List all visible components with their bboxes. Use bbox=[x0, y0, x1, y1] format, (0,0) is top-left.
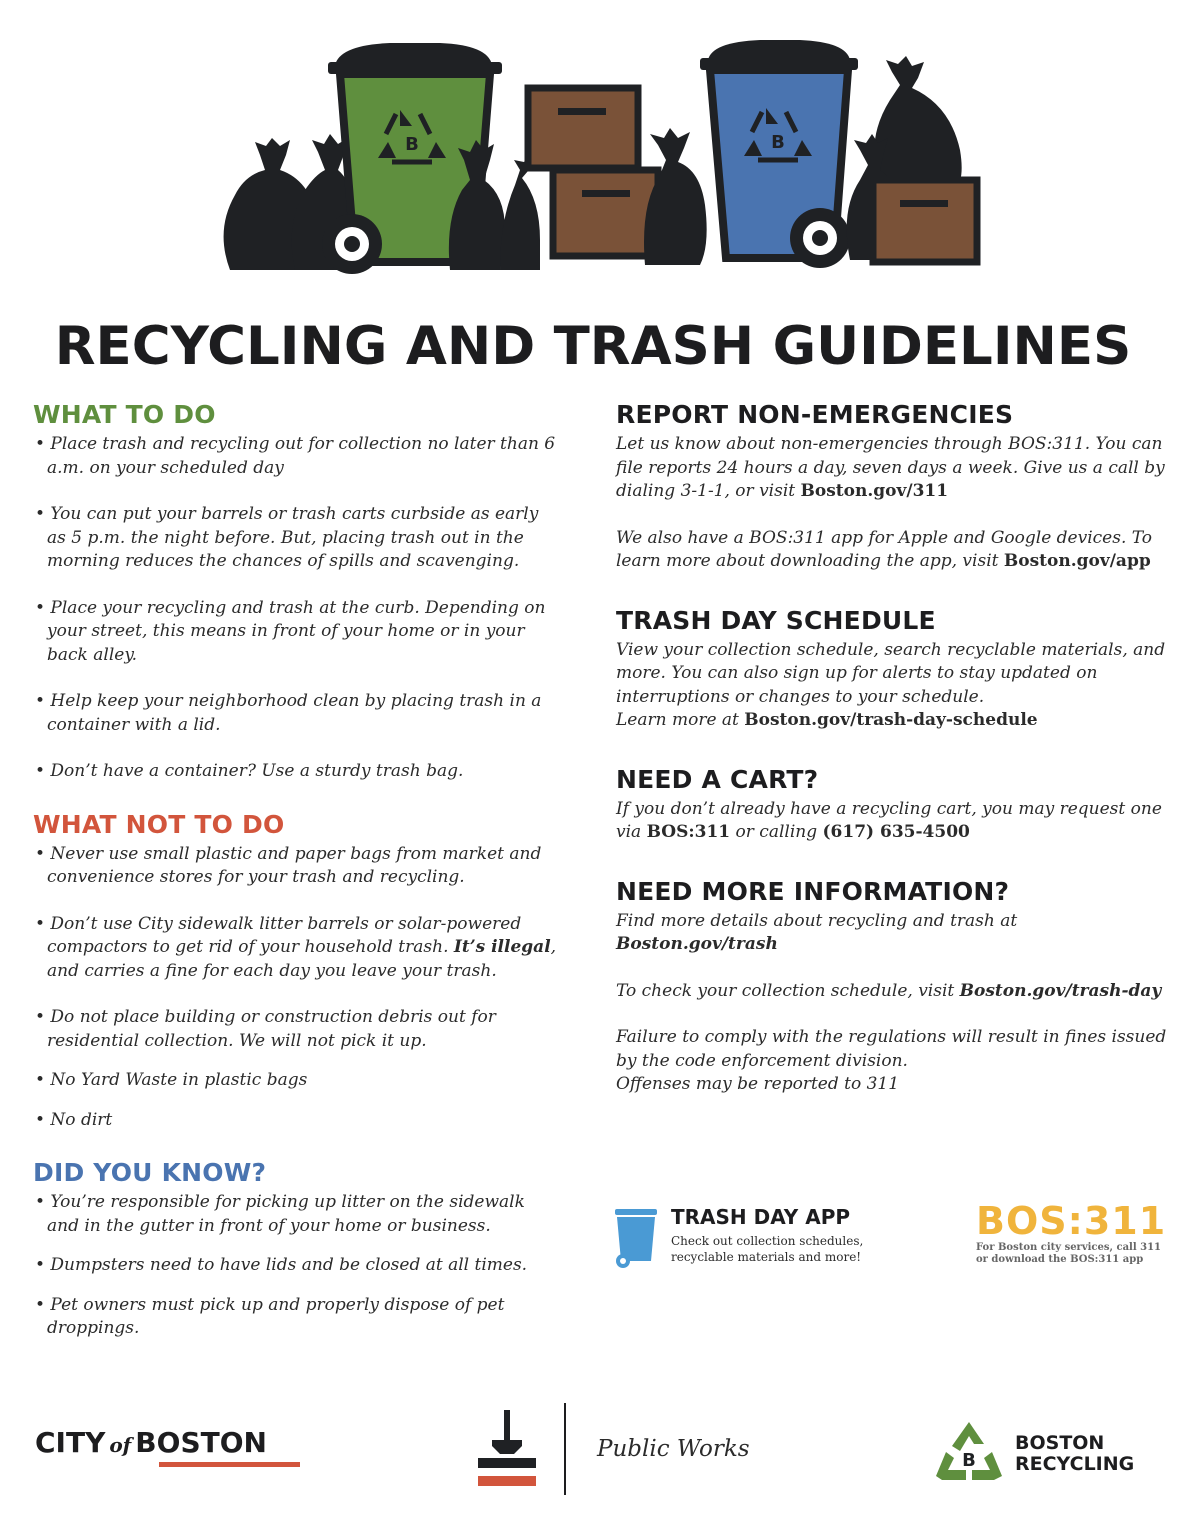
public-works-icon bbox=[478, 1410, 538, 1490]
list-item: • You’re responsible for picking up litter on the sidewalk and in the gutter in front of your home or business. bbox=[35, 1192, 525, 1236]
report-heading: REPORT NON-EMERGENCIES bbox=[616, 400, 1014, 429]
list-item: • Pet owners must pick up and properly dispose of pet droppings. bbox=[35, 1294, 505, 1338]
bos311-subtitle: For Boston city services, call 311 or download the BOS:311 app bbox=[976, 1242, 1161, 1265]
list-item: • Don’t have a container? Use a sturdy trash bag. bbox=[35, 761, 464, 781]
boston-app-link[interactable]: Boston.gov/app bbox=[1003, 551, 1151, 571]
trash-day-schedule-link[interactable]: Boston.gov/trash-day-schedule bbox=[744, 710, 1038, 730]
svg-text:B: B bbox=[962, 1450, 976, 1471]
boston-trash-link[interactable]: Boston.gov/trash bbox=[616, 934, 778, 954]
list-item: • Place your recycling and trash at the curb. Depending on your street, this means in front of your home or in your back alley. bbox=[35, 597, 546, 665]
boston-311-link[interactable]: Boston.gov/311 bbox=[800, 481, 949, 501]
left-column bbox=[33, 400, 558, 1359]
bos311-badge[interactable] bbox=[976, 1200, 1176, 1266]
bos311-logo: BOS:311 bbox=[976, 1199, 1167, 1243]
cardboard-box-icon bbox=[873, 180, 977, 262]
trash-day-app-subtitle: Check out collection schedules, recyclable materials and more! bbox=[671, 1234, 864, 1264]
svg-text:B: B bbox=[405, 134, 419, 155]
footer-divider bbox=[564, 1403, 566, 1495]
hero-illustration bbox=[200, 30, 1000, 290]
list-item: • No Yard Waste in plastic bags bbox=[35, 1070, 308, 1090]
svg-text:B: B bbox=[771, 132, 785, 153]
page-title: RECYCLING AND TRASH GUIDELINES bbox=[54, 316, 1132, 377]
city-logo-underline bbox=[159, 1462, 300, 1467]
list-item: • Don’t use City sidewalk litter barrels or solar-powered compactors to get rid of your household trash. It’s illegal, and carries a fine for each day you leave your trash. bbox=[35, 913, 557, 981]
list-item: • Never use small plastic and paper bags from market and convenience stores for your trash and recycling. bbox=[35, 843, 542, 887]
info-heading: NEED MORE INFORMATION? bbox=[616, 876, 1010, 906]
public-works-label: Public Works bbox=[597, 1436, 750, 1462]
boston-recycling-logo-icon bbox=[932, 1418, 1007, 1488]
fines-paragraph: Failure to comply with the regulations will result in fines issued by the code enforcement division. Offenses may be reported to 311 bbox=[616, 1027, 1167, 1094]
schedule-heading: TRASH DAY SCHEDULE bbox=[616, 605, 936, 635]
cart-heading: NEED A CART? bbox=[616, 764, 819, 794]
report-paragraph: Let us know about non-emergencies through BOS:311. You can file reports 24 hours a day, seven days a week. Give us a call by dialing 3-1-1, or visit Boston.gov/311 bbox=[616, 434, 1165, 501]
phone-number[interactable]: (617) 635-4500 bbox=[822, 822, 970, 842]
list-item: • Place trash and recycling out for collection no later than 6 a.m. on your scheduled day bbox=[35, 434, 556, 478]
trash-bag-icon bbox=[644, 128, 707, 265]
app-paragraph: We also have a BOS:311 app for Apple and Google devices. To learn more about downloading the app, visit Boston.gov/app bbox=[616, 527, 1153, 571]
illegal-emphasis: It’s illegal bbox=[453, 937, 551, 957]
schedule-paragraph: View your collection schedule, search recyclable materials, and more. You can also sign up for alerts to stay updated on interruptions or changes to your schedule. Learn more at Boston.gov/trash-day-schedule bbox=[616, 639, 1166, 730]
list-item: • Help keep your neighborhood clean by placing trash in a container with a lid. bbox=[35, 691, 542, 735]
boston-recycling-label: BOSTON RECYCLING bbox=[1015, 1432, 1135, 1475]
city-of-boston-logo: CITY of BOSTON bbox=[35, 1426, 267, 1459]
did-you-know-list bbox=[33, 1191, 558, 1341]
trash-day-app-promo[interactable] bbox=[612, 1205, 912, 1275]
list-item: • You can put your barrels or trash carts curbside as early as 5 p.m. the night before. But, placing trash out in the morning reduces the chances of spills and scavenging. bbox=[35, 504, 539, 571]
what-to-do-heading: WHAT TO DO bbox=[33, 400, 216, 429]
cart-paragraph: If you don’t already have a recycling cart, you may request one via BOS:311 or calling (617) 635-4500 bbox=[616, 798, 1162, 842]
blue-cart-icon bbox=[612, 1207, 660, 1269]
schedule-section bbox=[616, 606, 1171, 733]
info-paragraph: Find more details about recycling and trash at Boston.gov/trash bbox=[616, 910, 1018, 954]
did-you-know-heading: DID YOU KNOW? bbox=[33, 1158, 267, 1187]
what-to-do-list bbox=[33, 433, 558, 784]
cart-section bbox=[616, 765, 1171, 845]
list-item: • Dumpsters need to have lids and be closed at all times. bbox=[35, 1255, 528, 1275]
collection-paragraph: To check your collection schedule, visit Boston.gov/trash-day bbox=[616, 980, 1162, 1001]
boston-trash-day-link[interactable]: Boston.gov/trash-day bbox=[959, 980, 1162, 1001]
info-section bbox=[616, 877, 1171, 1097]
what-not-to-do-heading: WHAT NOT TO DO bbox=[33, 809, 285, 839]
right-column bbox=[616, 400, 1171, 1119]
blue-recycling-cart-icon bbox=[700, 40, 858, 268]
cardboard-box-icon bbox=[528, 88, 658, 256]
report-section bbox=[616, 400, 1171, 574]
trash-day-app-title: TRASH DAY APP bbox=[671, 1205, 851, 1229]
list-item: • Do not place building or construction debris out for residential collection. We will not pick it up. bbox=[35, 1007, 496, 1051]
list-item: • No dirt bbox=[35, 1109, 113, 1130]
what-not-to-do-list bbox=[33, 843, 558, 1133]
